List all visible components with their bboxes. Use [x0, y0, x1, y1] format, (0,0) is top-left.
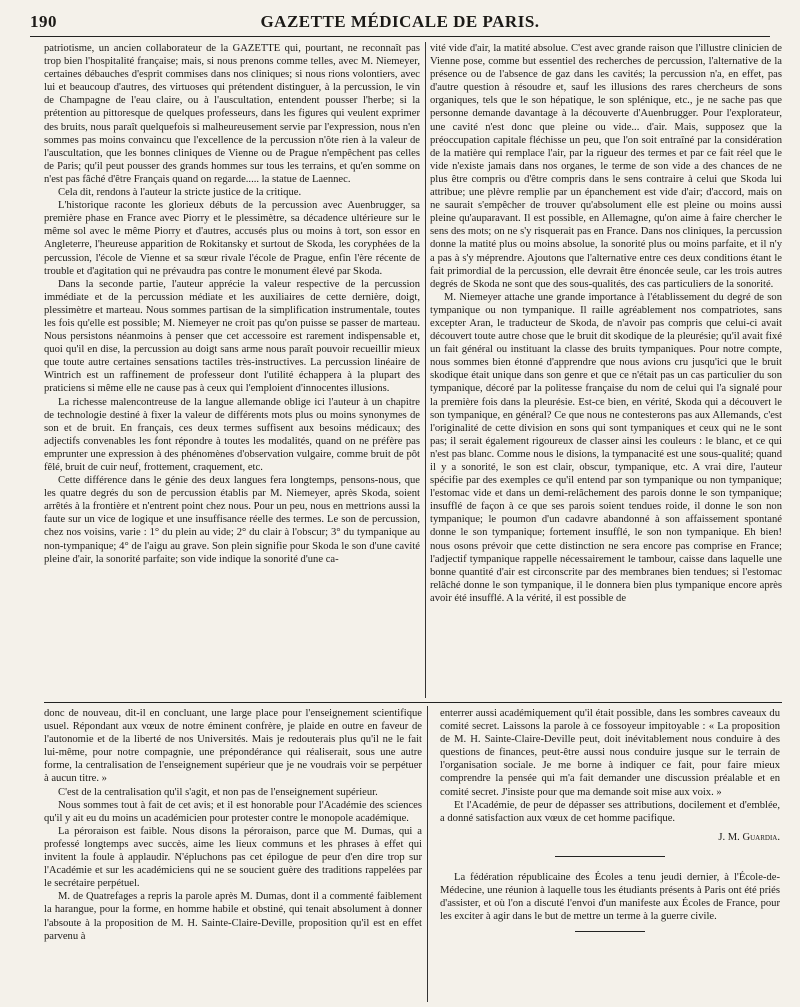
bottom-left-column [44, 707, 422, 1003]
paragraph: vité vide d'air, la matité absolue. C'est avec grande raison que l'illustre clinicien de Vienne pose, comme but essentiel des recherches de percussion, l'alternative de la présence ou de l'absence de gaz dans les cavités; la percussion n'a, en effet, pas d'autre question à résoudre et, sauf les illusions des rares chercheurs de sons organiques, tels que le son hépatique, le son splénique, etc., je ne sache pas que personne demande davantage à la découverte d'Auenbrugger. Pour l'explorateur, une cavité n'est donc que pleine ou vide... d'air. Mais, supposez que la préoccupation capitale fléchisse un peu, que l'on soit entraîné par la considération de la matière qui remplace l'air, par la rigueur des termes et par ce fait réel que le vide n'existe jamais dans nos organes, le terme de son vide a des chances de ne plus être compris ou d'être compris dans le sens contraire à celui que Skoda lui attribue; une plèvre remplie par un épanchement est vide d'air; d'accord, mais on ne saurait s'empêcher de trouver qu'absolument elle est pleine ou moins aussi pleine qu'auparavant. Il est possible, en Allemagne, qu'on aime à faire chercher le sens des mots; on ne s'y risquerait pas en France. Dans nos cliniques, la percussion donne la matité plus ou moins absolue, la sonorité plus ou moins parfaite, et il n'y a pas à s'y méprendre. Ajoutons que l'alternative entre ces deux conditions étant le fait primordial de la percussion, elle devrait être énoncée seule, car les trois autres degrés de Skoda ne sont que des sous-qualités, des cas particuliers de la sonorité. [430, 43, 782, 290]
column-divider [427, 706, 428, 1002]
paragraph: Dans la seconde partie, l'auteur apprécie la valeur respective de la percussion immédiate et de la percussion médiate et les auxiliaires de cette dernière, doigt, plessimètre et marteau. Nous sommes partisan de la simplification instrumentale, toutes les fois qu'elle est possible; M. Niemeyer ne croit pas qu'on puisse se passer de marteau. Nous persistons néanmoins à penser que cet accessoire est rarement indispensable et, quoi qu'il en dise, la percussion au doigt sans arme nous paraît pouvoir recueillir mieux que toute autre certaines sensations tactiles très-instructives. La percussion linéaire de Wintrich est un raffinement de professeur dont l'utilité échappera à la plupart des praticiens si même elle ne cause pas à ceux qui l'emploient d'innocentes illusions. [44, 278, 420, 395]
header-rule [30, 36, 770, 37]
top-left-column [44, 42, 420, 698]
paragraph: C'est de la centralisation qu'il s'agit, et non pas de l'enseignement supérieur. [58, 786, 378, 798]
paragraph: La richesse malencontreuse de la langue allemande oblige ici l'auteur à un chapitre de technologie destiné à fixer la valeur de différents mots plus ou moins synonymes de son et de bruit. En français, ces deux termes suffisent aux besoins médicaux; des adjectifs convenables les font répondre à toutes les modalités, quand on ne préfère pas emprunter une expression à des phénomènes d'observation vulgaire, comme bruit de pôt fêlé, bruit de cuir neuf, frottement, craquement, etc. [44, 396, 420, 473]
paragraph: patriotisme, un ancien collaborateur de la GAZETTE qui, pourtant, ne reconnaît pas trop bien l'hospitalité française; mais, si nous prenons comme telles, avec M. Niemeyer, certaines débauches d'esprit commises dans nos cliniques; si nous rions volontiers, avec lui et beaucoup d'autres, des virtuoses qui prétendent distinguer, à la percussion, le vin de Champagne de l'eau claire, ou à l'auscultation, entendent pousser l'herbe; si la prétention au pittoresque de quelques professeurs, dans les figures qui veulent exprimer des bruits, nous paraît quelquefois si malheureusement servie par l'expression, nous n'en sommes pas moins convaincu que l'excellence de la percussion n'ôte rien à la valeur de l'auscultation, que les bonnes cliniques de Vienne ou de Prague n'empêchent pas celles de Paris; qu'il peut pousser des grands hommes sur tous les terrains, et qu'en somme on n'est pas fâché d'être Français quand on regarde..... la statue de Laennec. [44, 43, 420, 185]
news-note: La fédération républicaine des Écoles a tenu jeudi dernier, à l'École-de-Médecine, une réunion à laquelle tous les étudiants présents à Paris ont été priés d'assister, et où l'on a discuté l'envoi d'un manifeste aux Écoles de France, pour les exciter à agir dans le but de mettre un terme à la guerre civile. [440, 871, 780, 923]
article-separator [555, 856, 665, 857]
paragraph: Nous sommes tout à fait de cet avis; et il est honorable pour l'Académie des sciences qu'il y ait eu du moins un académicien pour protester contre le monopole académique. [44, 799, 422, 824]
section-divider [44, 702, 782, 703]
paragraph: M. de Quatrefages a repris la parole après M. Dumas, dont il a commenté faiblement la harangue, pour la forme, en homme habile et obstiné, qui tenait absolument à donner l'absoute à la proposition de M. H. Sainte-Claire-Deville, proposition qu'il est en effet parvenu à [44, 891, 422, 942]
paragraph: Cela dit, rendons à l'auteur la stricte justice de la critique. [58, 187, 302, 199]
journal-title: GAZETTE MÉDICALE DE PARIS. [260, 12, 540, 31]
page-number: 190 [30, 12, 57, 31]
column-divider [425, 42, 426, 698]
end-separator [575, 931, 645, 932]
paragraph: M. Niemeyer attache une grande importance à l'établissement du degré de son tympanique ou non tympanique. Il raille agréablement nos compatriotes, sans excepter Aran, le traducteur de Skoda, de n'avoir pas compris que celui-ci avait découvert toute autre chose que le bruit dit skodique de la pleurésie; qu'il avait fixé un fait général ou instituant la classe des bruits tympaniques. Pour notre compte, nous sommes bien étonné d'apprendre que nous avions cru jusqu'ici que le bruit skodique était unique dans son genre et que ce n'était pas un cas particulier du son tympanique, décoré par la politesse française du nom de celui qui l'a signalé pour la première fois dans la pleurésie. Est-ce bien, en vérité, Skoda qui a découvert le son tympanique, en général? Ce que nous ne contesterons pas aux Allemands, c'est l'originalité de cette division en sons qui sont tympaniques et ceux qui ne le sont pas; il serait également rigoureux de classer ainsi les couleurs : le blanc, et ce qui n'est pas blanc. Comme nous le disions, la tympanacité est une sous-qualité; quand il y a sonorité, le son est clair, obscur, tympanique, etc. A vrai dire, l'auteur spécifie par des exemples ce qu'il entend par son tympanique ou non tympanique; l'estomac vide et dans un demi-relâchement des parois donne le son tympanique; insufflé de façon à ce que ses parois soient tendues roide, il donne le son non tympanique; le poumon d'un cadavre abandonné à son affaissement spontané donne le son tympanique; fortement insufflé, le son non tympanique. Eh bien! nous osons prévoir que cette distinction ne sera encore pas comprise en France; l'adjectif tympanique rappelle nécessairement le tambour, caisse dans laquelle une bonne quantité d'air est circonscrite par des membranes bien tendues; si l'estomac relâché donne le son tympanique, il le donnera bien plus tympanique encore après avoir été insufflé. A la vérité, il est possible de [430, 291, 782, 604]
bottom-right-column [440, 707, 780, 1003]
page-header [30, 10, 770, 34]
top-right-column [430, 42, 782, 698]
author-signature: J. M. Guardia. [718, 831, 780, 843]
paragraph: Cette différence dans le génie des deux langues fera longtemps, pensons-nous, que les quatre degrés du son de percussion établis par M. Niemeyer, après Skoda, soient arrêtés à la frontière et n'entrent point chez nous. Pour un peu, nous en mettrions aussi la faute sur un vice de logique et une insuffisance réelle des termes. Le son de percussion, chez nos voisins, varie : 1° du plein au vide; 2° du clair à l'obscur; 3° du tympanique au non-tympanique; 4° de l'aigu au grave. Son plein signifie pour Skoda le son d'une cavité pleine d'air, la sonorité parfaite; son vide indique la sonorité d'une ca- [44, 475, 420, 565]
paragraph: donc de nouveau, dit-il en concluant, une large place pour l'enseignement scientifique usuel. Répondant aux vœux de notre éminent confrère, je plaide en outre en faveur de l'autonomie et de la liberté de nos Universités. Mais je redouterais plus qu'il ne le fait lui-même, pour notre compagnie, une prépondérance qui réaliserait, sous une autre forme, la centralisation de l'enseignement supérieur que je ne voudrais voir se perpétuer à aucun titre. » [44, 708, 422, 785]
paragraph: enterrer aussi académiquement qu'il était possible, dans les sombres caveaux du comité secret. Laissons la parole à ce fossoyeur impitoyable : « La proposition de M. H. Sainte-Claire-Deville peut, doit inévitablement nous conduire à des questions de finances, peut-être aussi nous conduire jusque sur le terrain de l'organisation sociale. Je me borne à indiquer ce fait, pour faire mieux comprendre la pensée qui m'a fait demander une discussion préalable et en comité secret. J'insiste pour que ma demande soit mise aux voix. » [440, 708, 780, 798]
paragraph: La péroraison est faible. Nous disons la péroraison, parce que M. Dumas, qui a professé longtemps avec succès, aime les lieux communs et les phrases à effet qui invitent la foule à applaudir. N'épluchons pas cet épilogue de peur d'en dire trop sur l'Académie et sur les académiciens qui ne se soucient guère des traditions rappelées par le secrétaire perpétuel. [44, 825, 422, 890]
paragraph: Et l'Académie, de peur de dépasser ses attributions, docilement et d'emblée, a donné satisfaction aux vœux de cet homme pacifique. [440, 799, 780, 824]
paragraph: L'historique raconte les glorieux débuts de la percussion avec Auenbrugger, sa première phase en France avec Piorry et le plessimètre, sa décadence ultérieure sur le même sol avec le même Piorry et d'autres, accusés plus ou moins à tort, son essor en Angleterre, l'heureuse apparition de Rokitansky et surtout de Skoda, les coryphées de la percussion, l'école de Vienne et sa sœur rivale l'école de Prague, enfin l'ère récente de trouble et d'agitation qui ne prévaudra pas contre le monument élevé par Skoda. [44, 200, 420, 277]
